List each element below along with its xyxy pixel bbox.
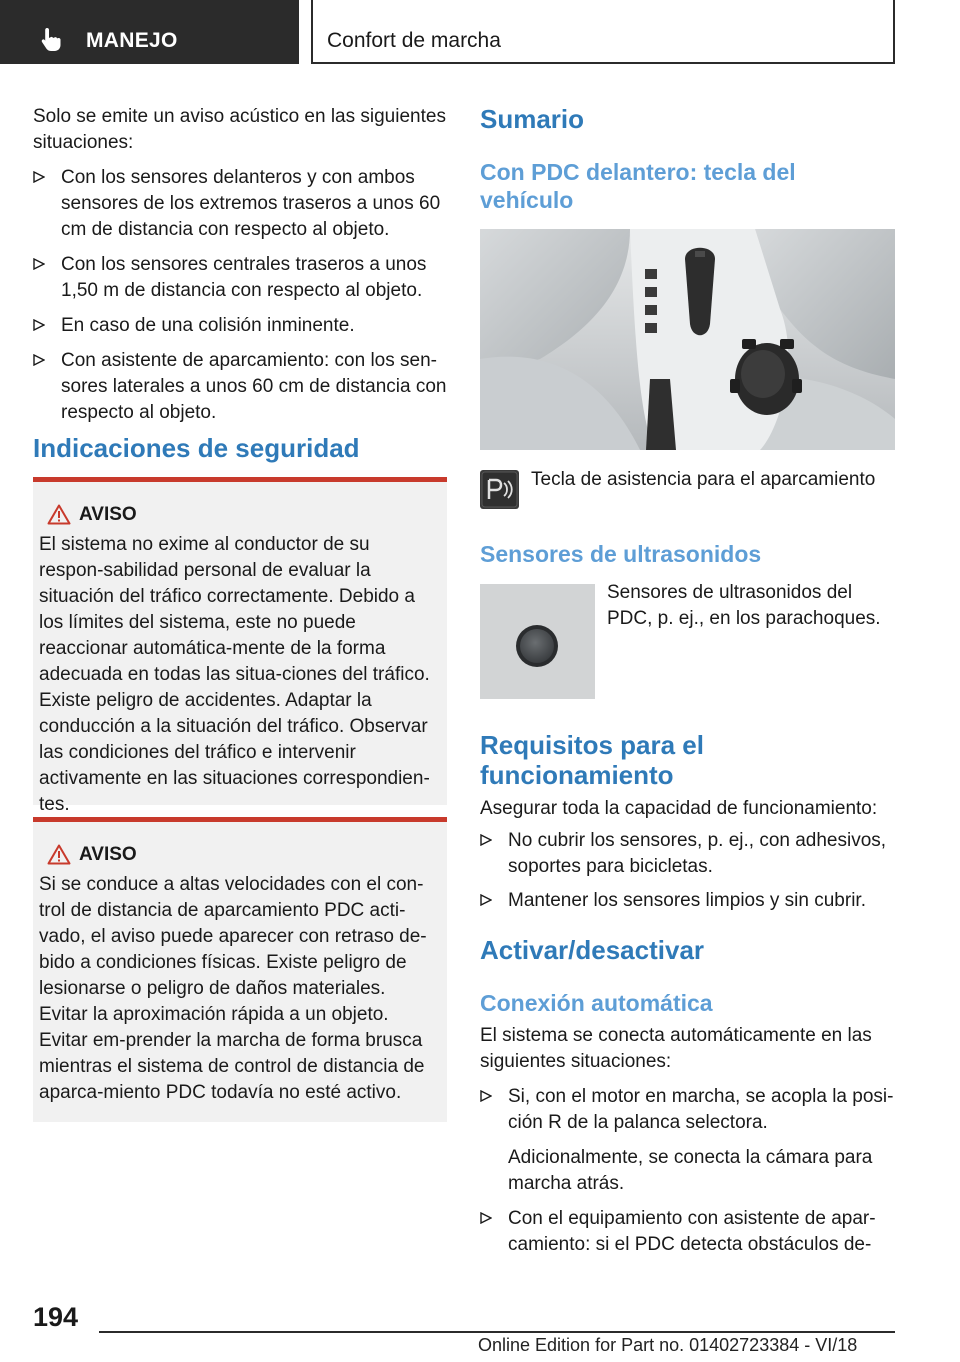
bullet-triangle-icon bbox=[33, 354, 45, 366]
list-item-text: No cubrir los sensores, p. ej., con adhesivos, soportes para bicicletas. bbox=[508, 830, 887, 877]
warning-title bbox=[39, 842, 439, 868]
intro-paragraph: Solo se emite un aviso acústico en las siguientes situaciones: bbox=[33, 106, 446, 153]
warning-title bbox=[39, 502, 439, 528]
list-item bbox=[480, 1084, 895, 1136]
requirements-heading: Requisitos para el funcionamiento bbox=[480, 730, 704, 790]
sensor-photo bbox=[480, 584, 595, 699]
situation-list bbox=[33, 165, 447, 426]
bullet-triangle-icon bbox=[480, 1212, 492, 1224]
bullet-triangle-icon bbox=[33, 171, 45, 183]
list-item-text: Si, con el motor en marcha, se acopla la posi-ción R de la palanca selectora. bbox=[508, 1086, 894, 1133]
auto-heading: Conexión automática bbox=[480, 990, 713, 1016]
bullet-triangle-icon bbox=[480, 834, 492, 846]
warning-box bbox=[33, 817, 447, 1122]
chapter-title: Confort de marcha bbox=[327, 29, 501, 52]
warning-triangle-icon bbox=[47, 844, 71, 865]
list-item-text: Mantener los sensores limpios y sin cubrir. bbox=[508, 890, 866, 911]
auto-list-2 bbox=[480, 1206, 895, 1258]
pdc-heading: Con PDC delantero: tecla del vehículo bbox=[480, 159, 796, 213]
warning-triangle-icon bbox=[47, 504, 71, 525]
warning-box bbox=[33, 477, 447, 815]
warning-title-text: AVISO bbox=[79, 844, 137, 865]
bullet-triangle-icon bbox=[33, 258, 45, 270]
activar-heading: Activar/desactivar bbox=[480, 935, 705, 965]
section-tab bbox=[0, 0, 299, 64]
bullet-triangle-icon bbox=[33, 319, 45, 331]
console-photo bbox=[480, 229, 895, 450]
ultrasonic-sensor-illustration bbox=[480, 584, 595, 699]
hand-icon bbox=[38, 26, 64, 52]
requirements-section bbox=[480, 796, 895, 914]
list-item-text: Con el equipamiento con asistente de apar-camiento: si el PDC detecta obstáculos de- bbox=[508, 1208, 876, 1255]
sensors-caption: Sensores de ultrasonidos del PDC, p. ej., en los parachoques. bbox=[607, 582, 881, 629]
list-item bbox=[480, 1206, 895, 1258]
list-item bbox=[33, 165, 447, 243]
requirements-intro: Asegurar toda la capacidad de funcionamiento: bbox=[480, 798, 878, 819]
center-console-illustration bbox=[480, 229, 895, 450]
footer-rule bbox=[99, 1331, 895, 1333]
bullet-triangle-icon bbox=[480, 894, 492, 906]
sensors-heading: Sensores de ultrasonidos bbox=[480, 541, 762, 567]
edition-note: Online Edition for Part no. 01402723384 - VI/18 bbox=[478, 1335, 858, 1355]
list-item bbox=[480, 888, 895, 914]
left-intro bbox=[33, 104, 447, 426]
key-caption: Tecla de asistencia para el aparcamiento bbox=[531, 469, 876, 490]
parking-p-icon bbox=[480, 470, 519, 509]
warning-body: Si se conduce a altas velocidades con el con-trol de distancia de aparcamiento PDC acti-vado, el aviso puede aparecer con retraso de-bido a condiciones físicas. Existe peligro de lesionarse o peligro de daños materiales. Evitar la aproximación rápida a un objeto. Evitar em-prender la marcha de forma brusca mientras el sistema de control de distancia de aparca-miento PDC todavía no esté activo. bbox=[39, 874, 427, 1103]
requirements-list bbox=[480, 828, 895, 914]
list-item-text: Con los sensores delanteros y con ambos sensores de los extremos traseros a unos 60 cm de distancia con respecto al objeto. bbox=[61, 167, 441, 240]
parking-assist-key-icon bbox=[480, 470, 519, 509]
warning-title-text: AVISO bbox=[79, 504, 137, 525]
sumario-heading: Sumario bbox=[480, 104, 585, 134]
list-item bbox=[33, 313, 447, 339]
list-item-text: Con los sensores centrales traseros a unos 1,50 m de distancia con respecto al objeto. bbox=[61, 254, 427, 301]
safety-heading: Indicaciones de seguridad bbox=[33, 433, 360, 463]
section-label: MANEJO bbox=[86, 29, 178, 52]
list-item bbox=[33, 252, 447, 304]
bullet-triangle-icon bbox=[480, 1090, 492, 1102]
chapter-header bbox=[311, 0, 895, 64]
list-item bbox=[480, 828, 895, 880]
warning-body: El sistema no exime al conductor de su respon-sabilidad personal de evaluar la situación del tráfico correctamente. Debido a los límites del sistema, este no puede reaccionar automática-mente de la forma adecuada en todas las situa-ciones del tráfico. Existe peligro de accidentes. Adaptar la conducción a la situación del tráfico. Observar las condiciones del tráfico e intervenir activamente en las situaciones correspondien-tes. bbox=[39, 534, 430, 815]
auto-section bbox=[480, 1023, 895, 1258]
list-item bbox=[33, 348, 447, 426]
auto-bullet-continuation: Adicionalmente, se conecta la cámara para marcha atrás. bbox=[508, 1147, 873, 1194]
list-item-text: En caso de una colisión inminente. bbox=[61, 315, 355, 336]
list-item-text: Con asistente de aparcamiento: con los sen-sores laterales a unos 60 cm de distancia con respecto al objeto. bbox=[61, 350, 447, 423]
auto-list bbox=[480, 1084, 895, 1136]
page-number: 194 bbox=[33, 1302, 79, 1332]
auto-intro: El sistema se conecta automáticamente en las siguientes situaciones: bbox=[480, 1025, 872, 1072]
